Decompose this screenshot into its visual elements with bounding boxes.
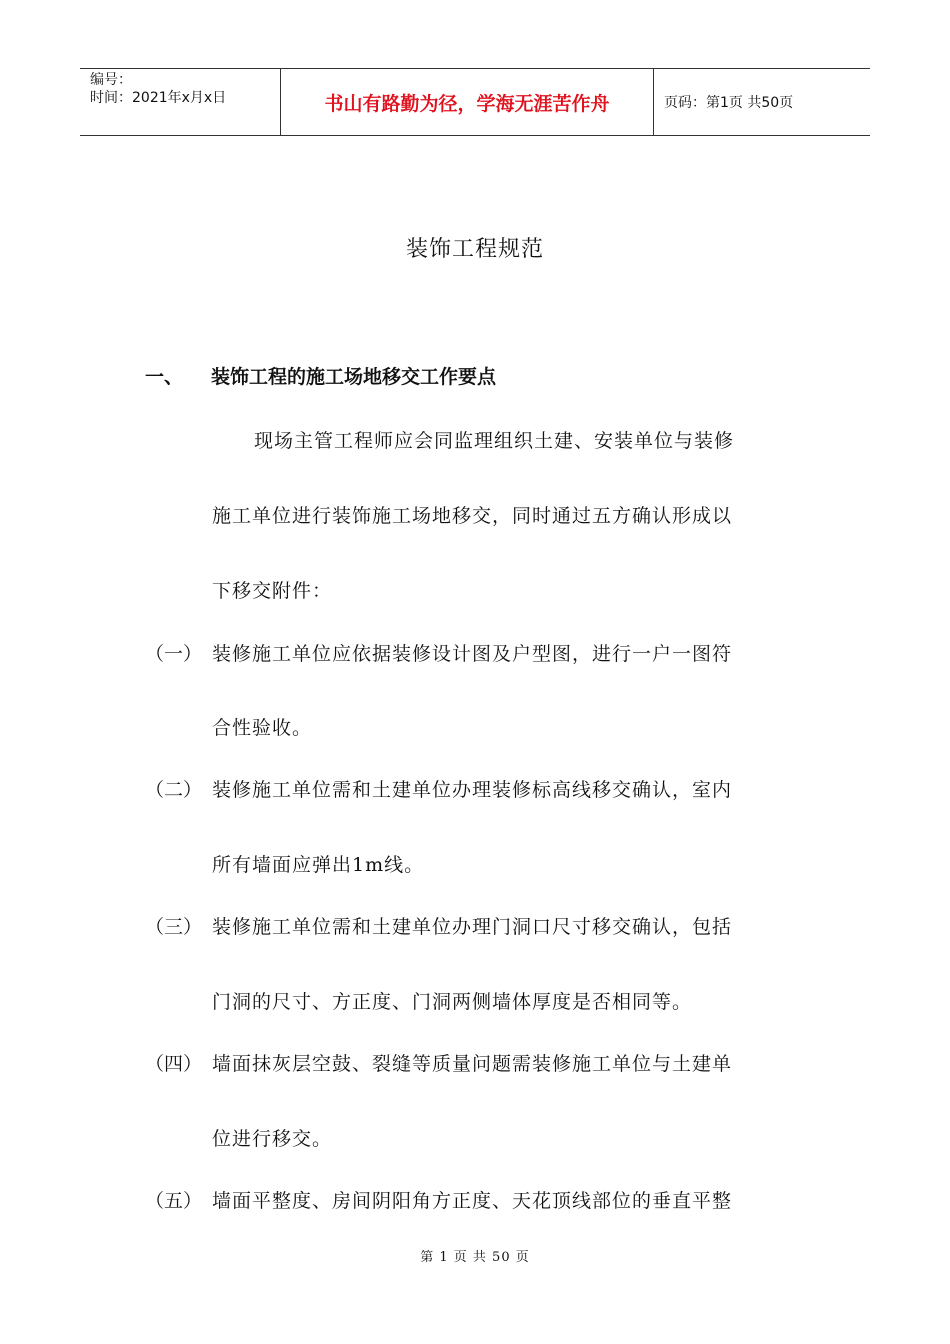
item-line: 装修施工单位需和土建单位办理门洞口尺寸移交确认，包括 xyxy=(212,916,733,938)
section-number: 一、 xyxy=(145,366,184,388)
header-page-info: 页码：第1页 共50页 xyxy=(664,95,794,111)
item-marker: （二） xyxy=(145,779,203,801)
item-line: 合性验收。 xyxy=(212,717,313,739)
item-marker: （五） xyxy=(145,1190,203,1212)
item-line: 位进行移交。 xyxy=(212,1128,333,1150)
header-motto: 书山有路勤为径，学海无涯苦作舟 xyxy=(281,69,654,135)
intro-line: 下移交附件： xyxy=(212,580,333,602)
intro-line: 现场主管工程师应会同监理组织土建、安装单位与装修 xyxy=(254,430,735,452)
item-line: 所有墙面应弹出1m线。 xyxy=(212,854,425,876)
item-line: 装修施工单位需和土建单位办理装修标高线移交确认，室内 xyxy=(212,779,733,801)
item-line: 装修施工单位应依据装修设计图及户型图，进行一户一图符 xyxy=(212,643,733,665)
page-footer: 第 1 页 共 50 页 xyxy=(420,1250,530,1265)
item-marker: （三） xyxy=(145,916,203,938)
item-line: 墙面平整度、房间阴阳角方正度、天花顶线部位的垂直平整 xyxy=(212,1190,733,1212)
page-header xyxy=(80,68,870,136)
section-heading xyxy=(145,362,496,389)
item-line: 门洞的尺寸、方正度、门洞两侧墙体厚度是否相同等。 xyxy=(212,991,693,1013)
document-title: 装饰工程规范 xyxy=(405,237,544,262)
header-time-label: 时间：2021年x月x日 xyxy=(90,90,227,106)
item-marker: （四） xyxy=(145,1053,203,1075)
header-number-label: 编号： xyxy=(90,72,132,88)
item-line: 墙面抹灰层空鼓、裂缝等质量问题需装修施工单位与土建单 xyxy=(212,1053,733,1075)
header-meta xyxy=(80,69,281,135)
intro-line: 施工单位进行装饰施工场地移交，同时通过五方确认形成以 xyxy=(212,505,733,527)
item-marker: （一） xyxy=(145,643,203,665)
section-heading-text: 装饰工程的施工场地移交工作要点 xyxy=(211,366,497,388)
